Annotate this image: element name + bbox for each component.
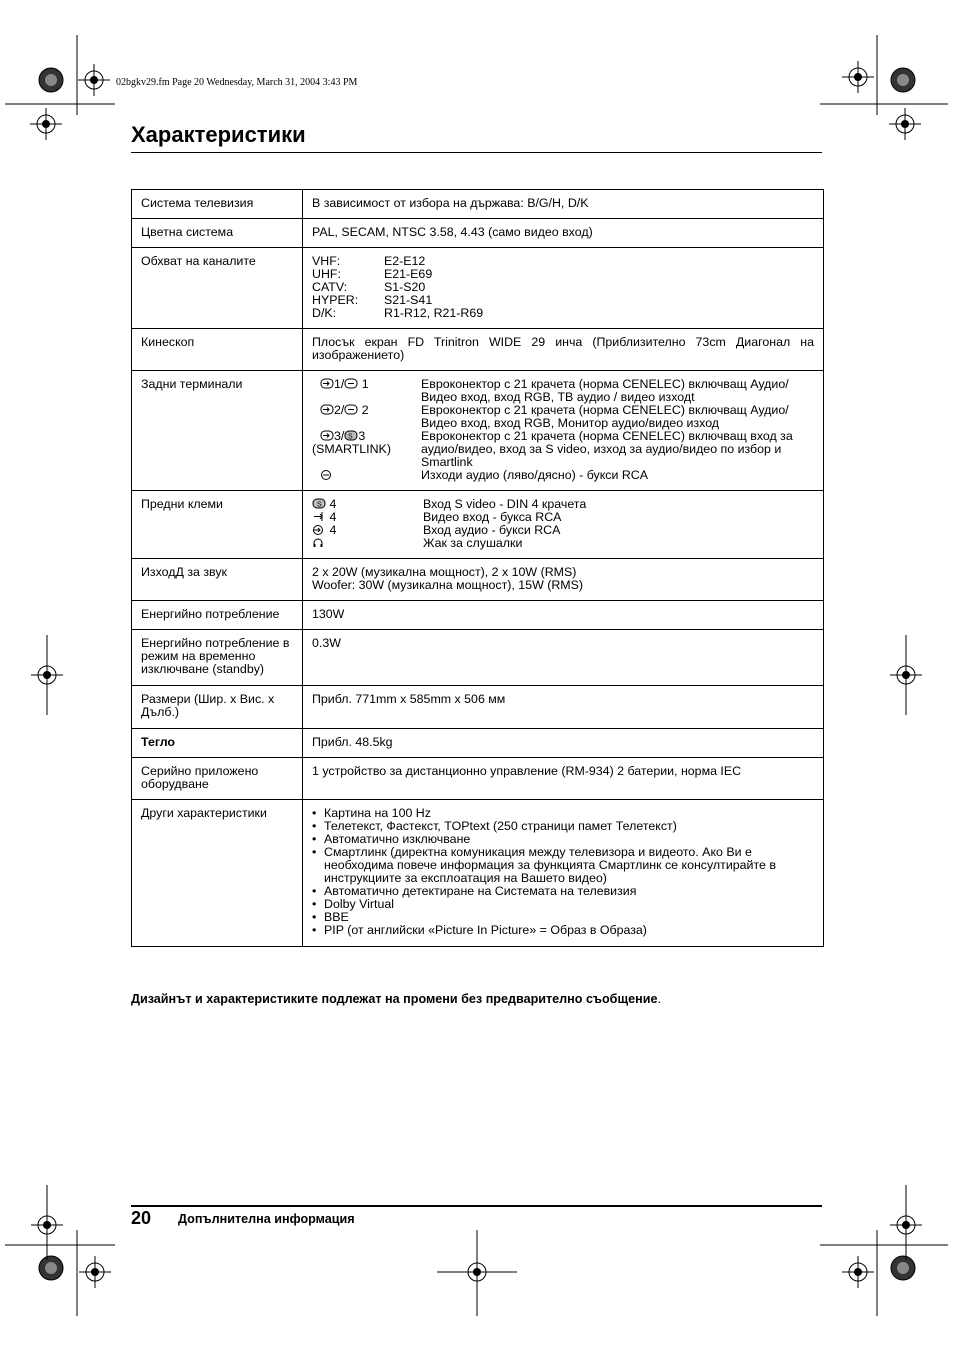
terminal-description: Евроконектор с 21 крачета (норма CENELEC) включващ Аудио/ Видео вход, вход RGB, Монитор аудио/видео изход: [421, 403, 789, 430]
terminal-symbol: [312, 469, 421, 482]
band-name: UHF:: [312, 267, 341, 281]
front-terminal-list: S 4 Вход S video - DIN 4 крачета 4 Видео вход - букса RCA 4 Вход аудио - букси RCA Жак за слушалки: [312, 498, 814, 550]
table-row: [132, 219, 824, 248]
band-range: S1-S20: [384, 280, 426, 294]
av-output-icon: [344, 404, 358, 415]
terminal-description: Жак за слушалки: [423, 536, 523, 550]
table-row: [132, 758, 824, 800]
features-list: [312, 807, 814, 937]
spec-value: 130W: [303, 601, 824, 630]
s-video-input-icon: [312, 498, 326, 509]
terminal-symbol: 2/ 2: [312, 404, 421, 430]
table-row: [132, 248, 824, 329]
band-name: VHF:: [312, 254, 341, 268]
terminal-description: Вход S video - DIN 4 крачета: [423, 497, 587, 511]
spec-value: 0.3W: [303, 630, 824, 686]
s-video-icon: [344, 430, 358, 441]
spec-value: [303, 371, 824, 491]
terminal-symbol: 1/ 1: [312, 378, 421, 404]
spec-label: Енергийно потребление: [132, 601, 303, 630]
band-name: HYPER:: [312, 293, 359, 307]
spec-label: ИзходД за звук: [132, 559, 303, 601]
spec-value: В зависимост от избора на държава: B/G/H, D/K: [303, 190, 824, 219]
spec-label: Серийно приложено оборудване: [132, 758, 303, 800]
specifications-table: [131, 189, 824, 947]
table-row: [132, 630, 824, 686]
rear-terminal-list: [312, 378, 814, 482]
spec-label: Други характеристики: [132, 800, 303, 947]
disclaimer-note: Дизайнът и характеристиките подлежат на промени без предварително съобщение.: [131, 992, 661, 1006]
spec-label: Кинескоп: [132, 329, 303, 371]
spec-label: Енергийно потребление в режим на временно изключване (standby): [132, 630, 303, 686]
av-input-icon: [320, 404, 334, 415]
table-row: [132, 329, 824, 371]
table-row: [132, 559, 824, 601]
smartlink-label: (SMARTLINK): [312, 442, 391, 456]
title-divider: [131, 152, 822, 153]
table-row: [132, 601, 824, 630]
terminal-description: Вход аудио - букси RCA: [423, 523, 561, 537]
band-name: CATV:: [312, 280, 348, 294]
spec-value: [303, 800, 824, 947]
table-row: [132, 491, 824, 559]
list-item: • Автоматично детектиране на Системата на телевизия: [312, 885, 814, 898]
table-row: [132, 686, 824, 729]
audio-input-icon: [312, 524, 326, 535]
footer-divider: [131, 1205, 822, 1207]
list-item: • Картина на 100 Hz: [312, 807, 814, 820]
table-row: [132, 371, 824, 491]
file-info-line: 02bgkv29.fm Page 20 Wednesday, March 31, 2004 3:43 PM: [116, 77, 358, 88]
terminal-description: Изходи аудио (ляво/дясно) - букси RCA: [421, 468, 649, 482]
table-row: [132, 190, 824, 219]
table-row: [132, 800, 824, 947]
spec-value: [303, 491, 824, 559]
band-range: S21-S41: [384, 293, 433, 307]
av-input-icon: [320, 378, 334, 389]
spec-value: 2 x 20W (музикална мощност), 2 x 10W (RMS) Woofer: 30W (музикална мощност), 15W (RMS): [303, 559, 824, 601]
spec-value: 1 устройство за дистанционно управление (RM-934) 2 батерии, норма IEC: [303, 758, 824, 800]
audio-output-icon: [320, 469, 334, 480]
spec-label: Тегло: [132, 729, 303, 758]
band-name: D/K:: [312, 306, 337, 320]
list-item: • Смартлинк (директна комуникация между телевизора и видеото. Ако Ви е необходима повече информация за функцията Смартлинк се консултирайте в инструкциите за експлоатация на Вашето видео): [312, 846, 814, 885]
page-number: 20: [131, 1208, 152, 1228]
list-item: • Автоматично изключване: [312, 833, 814, 846]
spec-label: Обхват на каналите: [132, 248, 303, 329]
spec-value: Прибл. 771mm x 585mm x 506 мм: [303, 686, 824, 729]
spec-value: [303, 248, 824, 329]
list-item: • BBE: [312, 911, 814, 924]
spec-label: Система телевизия: [132, 190, 303, 219]
av-input-icon: [320, 430, 334, 441]
spec-label: Цветна система: [132, 219, 303, 248]
av-output-icon: [344, 378, 358, 389]
section-name: Допълнителна информация: [178, 1212, 355, 1226]
channel-list: [312, 255, 814, 320]
list-item: • Dolby Virtual: [312, 898, 814, 911]
terminal-description: Видео вход - букса RCA: [423, 510, 562, 524]
video-input-icon: [312, 511, 326, 522]
band-range: E2-E12: [384, 254, 426, 268]
band-range: R1-R12, R21-R69: [384, 306, 484, 320]
page-title: Характеристики: [131, 122, 306, 147]
svg-text:S: S: [317, 501, 322, 509]
spec-value: Прибл. 48.5kg: [303, 729, 824, 758]
spec-label: Предни клеми: [132, 491, 303, 559]
svg-text:S: S: [348, 433, 354, 441]
table-row: [132, 729, 824, 758]
spec-value: PAL, SECAM, NTSC 3.58, 4.43 (само видео вход): [303, 219, 824, 248]
spec-value: Плосък екран FD Trinitron WIDE 29 инча (Приблизително 73cm Диагонал на изображението): [303, 329, 824, 371]
list-item: • Телетекст, Фастекст, TOPtext (250 страници памет Телетекст): [312, 820, 814, 833]
list-item: • PIP (от английски «Picture In Picture» = Образ в Образа): [312, 924, 814, 937]
terminal-description: Евроконектор с 21 крачета (норма CENELEC) включващ вход за аудио/видео, вход за S video, изход за аудио/видео по избор и Smartlink: [421, 429, 793, 469]
spec-label: Размери (Шир. x Вис. x Дълб.): [132, 686, 303, 729]
terminal-symbol: 3/ S 3 (SMARTLINK): [312, 430, 421, 469]
band-range: E21-E69: [384, 267, 433, 281]
headphones-icon: [312, 537, 326, 548]
spec-label: Задни терминали: [132, 371, 303, 491]
terminal-description: Евроконектор с 21 крачета (норма CENELEC) включващ Аудио/ Видео вход, вход RGB, TB аудио / видео изходt: [421, 377, 789, 404]
